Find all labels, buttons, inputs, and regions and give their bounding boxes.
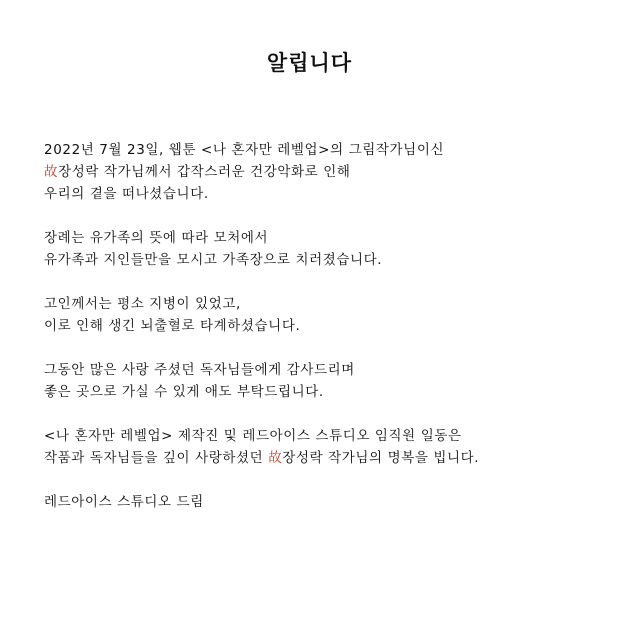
paragraph-funeral bbox=[44, 227, 604, 271]
paragraph-cause bbox=[44, 293, 604, 337]
paragraph-condolence bbox=[44, 425, 604, 469]
text-line: <나 혼자만 레벨업> 제작진 및 레드아이스 스튜디오 임직원 일동은 bbox=[44, 428, 462, 444]
text-line bbox=[44, 161, 604, 183]
text-line: 2022년 7월 23일, 웹툰 <나 혼자만 레벨업>의 그림작가님이신 bbox=[44, 142, 445, 158]
hanja-late-mark: 故 bbox=[44, 164, 59, 180]
signature bbox=[44, 491, 604, 513]
hanja-late-mark: 故 bbox=[268, 450, 283, 466]
text-line: 우리의 곁을 떠나셨습니다. bbox=[44, 186, 209, 202]
paragraph-thanks bbox=[44, 359, 604, 403]
notice-title: 알립니다 bbox=[266, 51, 353, 75]
text-line: 그동안 많은 사랑 주셨던 독자님들에게 감사드리며 bbox=[44, 362, 355, 378]
text-line: 좋은 곳으로 가실 수 있게 애도 부탁드립니다. bbox=[44, 384, 324, 400]
text-line: 유가족과 지인들만을 모시고 가족장으로 치러졌습니다. bbox=[44, 252, 383, 268]
text-line bbox=[44, 447, 604, 469]
text-line: 장례는 유가족의 뜻에 따라 모처에서 bbox=[44, 230, 269, 246]
text-segment: 장성락 작가님의 명복을 빕니다. bbox=[282, 450, 480, 466]
text-line: 이로 인해 생긴 뇌출혈로 타계하셨습니다. bbox=[44, 318, 301, 334]
paragraph-announcement bbox=[44, 139, 604, 205]
signature-line: 레드아이스 스튜디오 드림 bbox=[44, 494, 204, 510]
text-line: 고인께서는 평소 지병이 있었고, bbox=[44, 296, 241, 312]
text-segment: 장성락 작가님께서 갑작스러운 건강악화로 인해 bbox=[58, 164, 351, 180]
notice-body bbox=[44, 139, 604, 535]
text-segment: 작품과 독자님들을 깊이 사랑하셨던 bbox=[44, 450, 269, 466]
